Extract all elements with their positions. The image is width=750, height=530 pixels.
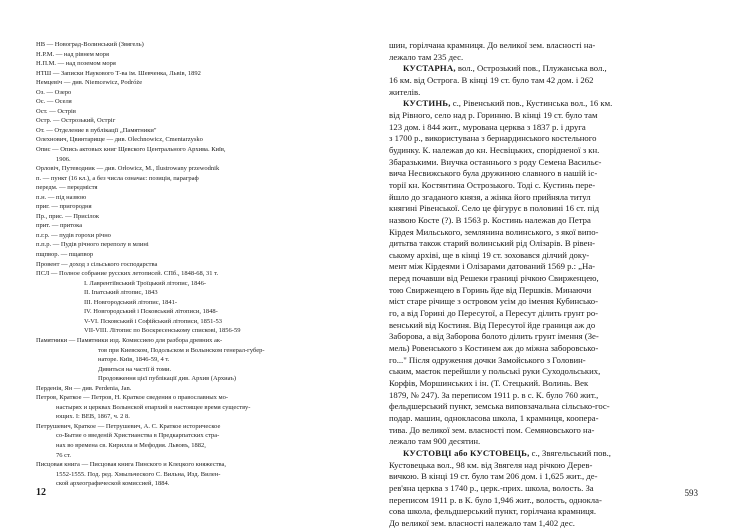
entry-text: 16 км. від Острога. В кінці 19 ст. було там 42 дом. і 262 [389, 74, 594, 85]
entry-text: фельдшерський пункт, земська виповзачальна сільсько-гос- [389, 401, 610, 412]
abbreviation-continuation: ской археографической комиссией, 1884. [56, 480, 170, 488]
entry-text-line [389, 518, 702, 530]
chronicle-volume-item: III. Новгородський літопис, 1841- [84, 298, 178, 306]
abbreviation-term: От. [36, 126, 45, 134]
abbreviation-meaning: — пригородня [51, 203, 92, 211]
abbreviation-meaning: — Оселя [46, 98, 72, 106]
entry-text-line [389, 308, 702, 320]
entry-text: 1879, № 247). За переписом 1911 р. в с. К. було 760 жит., [389, 389, 599, 400]
abbreviation-continuation: со-Бытие о введеній Христианства в Предкарпатских стра- [56, 432, 220, 440]
abbreviation-row [36, 97, 365, 107]
abbreviation-term: передм. [36, 184, 58, 192]
abbreviation-meaning: — див. Niemcewicz, Podróże [63, 79, 143, 87]
abbreviation-row [36, 240, 365, 250]
entry-text: міст старе річище з островом уєім до імення Кубинсько- [389, 296, 598, 307]
abbreviation-meaning: — доход з сільського господарства [61, 260, 158, 268]
gazetteer-entries [389, 40, 702, 530]
abbreviation-continuation: 1552-1555. Под. ред. Хмыльческого С. Вильна, Изд. Вилен- [56, 470, 221, 478]
abbreviation-term: п.н. [36, 193, 47, 201]
abbreviation-meaning: — пудів горохи річно [51, 231, 111, 239]
entry-text: від Рівного, село над р. Горинню. В кінці 19 ст. було там [389, 109, 598, 120]
abbreviation-term: Н.П.М. [36, 60, 57, 68]
entry-text-line [389, 180, 702, 192]
abbreviation-continuation: наторе. Київ, 1846-59, 4 т. [98, 356, 170, 364]
abbreviation-meaning: — див. Olechnowicz, Cmentarzysko [106, 136, 203, 144]
abbreviation-row [36, 193, 365, 203]
abbreviation-row [36, 202, 365, 212]
entry-text-line [389, 145, 702, 157]
abbreviation-meaning: — Острозький, Остріг [53, 117, 116, 125]
entry-text: княгині Рівенської. Село це фігурує в половині 16 ст. під [389, 203, 600, 214]
entry-text-line [389, 320, 702, 332]
entry-text-line [389, 390, 702, 402]
entry-text: дитьтва також старий волинський рід Олізарів. В рівен- [389, 238, 596, 249]
abbreviation-meaning: — Новоград-Волинський (Звягель) [46, 41, 144, 48]
abbreviation-row [36, 116, 365, 126]
entry-text: ському архіві, ще в кінці 19 ст. зоховався ділчий доку- [389, 249, 590, 260]
entry-text: тою Свирженцею в Горинь йде від Першків. Минаючи [389, 284, 592, 295]
abbreviation-meaning: — під назвою [47, 193, 87, 201]
entry-text: з 1700 р., використувана з бернардинського костельного [389, 133, 597, 144]
abbreviation-row [36, 221, 365, 231]
abbreviation-term: п. [36, 174, 42, 182]
entry-text-line [389, 331, 702, 343]
abbreviation-term: Н.Р.М. [36, 50, 55, 58]
abbreviation-term: ПСЛ [36, 270, 50, 278]
entry-text: Збаразькими. Внучка останнього з роду Семена Васильє- [389, 156, 602, 167]
abbreviation-continuation: настырях и церквах Волынской епархий в настоящее время существу- [56, 403, 251, 411]
entry-text: Кірдея Мильського, землянина волинського, з якої випо- [389, 226, 599, 237]
abbreviation-row [36, 126, 365, 136]
abbreviation-row [36, 59, 365, 69]
entry-text: лежало там 235 дес. [389, 51, 464, 62]
entry-text-line [389, 296, 702, 308]
abbreviation-meaning: — див. Perdenia, Jan. [73, 384, 132, 392]
abbreviation-meaning: — Отделение в публікації „Памятники" [46, 126, 157, 134]
abbreviation-term: Памятники [36, 336, 68, 344]
abbreviation-row [36, 212, 365, 222]
entry-text-line [389, 192, 702, 204]
abbreviation-term: Олехнович, Цвинтарище [36, 136, 105, 144]
abbreviation-continuation: Продовження цієї публікації див. Архив (Архиаъ) [98, 375, 237, 383]
abbreviation-row [36, 231, 365, 241]
abbreviation-term: НТШ [36, 69, 52, 77]
abbreviation-term: приг. [36, 203, 50, 211]
entry-text: го..." Після одруження дочки Замойського з Головин- [389, 354, 586, 365]
entry-text: венський від Костиня. Від Пересутої йде границя аж до [389, 319, 596, 330]
entry-text-line [389, 238, 702, 250]
entry-text: сова школа, фельдшерський пункт, горілчана крамниця. [389, 506, 597, 517]
entry-text-line [389, 110, 702, 122]
entry-text-line [389, 250, 702, 262]
abbreviation-continuation: тов при Киевском, Подольском и Волынском генерал-губер- [98, 346, 265, 354]
abbreviation-row [36, 393, 365, 403]
entry-text: вичкою. В кінці 19 ст. було там 206 дом. і 1,625 жит., де- [389, 471, 598, 482]
entry-text-line [389, 355, 702, 367]
entry-text: го, а від Горині до Пересутої, а Пересут ділить грунт ро- [389, 308, 599, 319]
abbreviation-meaning: — Петров, Н. Краткое сведения о православных мо- [83, 394, 229, 402]
abbreviation-meaning: — Присілок [65, 212, 100, 220]
entry-text-line [389, 471, 702, 483]
entry-text: лежало там 900 десятин. [389, 436, 481, 447]
entry-text: переписом 1911 р. в К. було 1,946 жит., волость, одноклa- [389, 494, 602, 505]
abbreviation-row [36, 460, 365, 470]
entry-text-line [389, 495, 702, 507]
abbreviation-row [36, 50, 365, 60]
abbreviation-meaning: — Петрушевич, А. С. Краткое историческое [97, 422, 221, 430]
entry-text: Заборова, а від Заборова болото ділить грунт імення (Зе- [389, 331, 599, 342]
right-page [375, 0, 750, 528]
chronicle-volume-item: I. Лаврентіївський Троїцький літопис, 1846- [84, 279, 206, 287]
abbreviation-row [36, 384, 365, 394]
entry-text: тива. До великої зем. власності пом. Семяновського на- [389, 424, 595, 435]
abbreviation-continuation: ющих. І: ВЕВ, 1867, ч. 2 8. [56, 413, 130, 421]
abbreviation-meaning: — притока [51, 222, 83, 230]
entry-headword: КУСТОВЦІ або КУСТОВЕЦЬ, [403, 447, 530, 458]
entry-text-line [389, 157, 702, 169]
abbreviation-term: Перденія, Ян [36, 384, 73, 392]
entry-text: будинку. К. належав до кн. Несвіцьких, спорідненої з кн. [389, 144, 600, 155]
abbreviation-term: п.п.р. [36, 241, 52, 249]
abbreviation-term: Ост. [36, 107, 48, 115]
entry-text: с., Звягельський пов., [529, 447, 611, 458]
abbreviation-meaning: — Записки Наукового Т-ва ім. Шевченка, Львів, 1892 [52, 69, 201, 77]
abbreviation-term: пщпвор. [36, 251, 60, 259]
abbreviation-term: Немцевіч [36, 79, 63, 87]
entry-text-line [389, 448, 702, 460]
abbreviation-meaning: — пункт (16 кл.), а без числа означає: позиція, параграф [42, 174, 199, 182]
entry-text-line [389, 63, 702, 75]
abbreviation-term: Оз. [36, 88, 45, 96]
abbreviation-meaning: — передмістя [59, 184, 98, 192]
entry-headword: КУСТИНЬ, [403, 98, 451, 109]
abbreviation-term: Остр. [36, 117, 52, 125]
entry-text: мент між Кірдеями і Олізарами датований 1569 р.: „На- [389, 261, 596, 272]
entry-text: вол., Острозький пов., Плужанська вол., [455, 63, 607, 74]
entry-text: подар. машин, однокласова школа, 1 крамниця, коопера- [389, 413, 599, 423]
gazetteer-entry [389, 40, 702, 63]
abbreviation-row [36, 69, 365, 79]
chronicle-volume-item: II. Іпатський літопис, 1843 [84, 289, 158, 297]
entry-text-line [389, 401, 702, 413]
abbreviation-meaning: — Острів [49, 107, 76, 115]
entry-text: йшло до згаданого князя, а жінка його прийняла титул [389, 191, 591, 202]
entry-text: рев'яна церква з 1740 р., церк.-прих. школа, волость. За [389, 482, 594, 493]
entry-text-line [389, 366, 702, 378]
entry-text: торії кн. Костянтина Острозького. Тоді с. Кустинь пере- [389, 179, 596, 190]
entry-text: До великої зем. власності належало там 1,402 дес. [389, 517, 575, 528]
abbreviation-term: Орловіч, Путеводник [36, 165, 95, 173]
entry-text: вича Несвижського була дружиною славного в нашій іс- [389, 168, 598, 179]
abbreviation-term: п.г.р. [36, 231, 50, 239]
abbreviation-continuation: Дивиться на частії й томи. [98, 365, 172, 373]
abbreviation-continuation: нах во времена св. Кирилла и Мефодия. Львовъ, 1882, [56, 441, 206, 449]
entry-text-line [389, 40, 702, 52]
abbreviation-term: Провент [36, 260, 60, 268]
abbreviation-continuation: 1906. [56, 155, 71, 163]
abbreviation-term: Петров, Краткое [36, 394, 82, 402]
entry-text-line [389, 425, 702, 437]
abbreviation-meaning: — Памятники изд. Комиссиею для разбора древних ак- [68, 336, 223, 344]
abbreviation-meaning: — Писцовая книга Пинского и Клецкого княжества, [81, 461, 227, 469]
entry-text-line [389, 133, 702, 145]
abbreviation-term: Писцовая книга [36, 461, 80, 469]
entry-text-line [389, 168, 702, 180]
entry-text-line [389, 285, 702, 297]
abbreviation-row [36, 164, 365, 174]
abbreviation-row [36, 250, 365, 260]
abbreviation-continuation: 76 ст. [56, 451, 71, 459]
entry-text: с., Рівенський пов., Кустинська вол., 16 км. [450, 98, 613, 109]
entry-text-line [389, 87, 702, 99]
abbreviation-term: прит. [36, 222, 51, 230]
entry-text-line [389, 52, 702, 64]
abbreviation-meaning: — пщапвор [60, 251, 94, 259]
entry-text-line [389, 227, 702, 239]
abbreviation-row [36, 107, 365, 117]
abbreviation-meaning: — над поземом моря [57, 60, 116, 68]
chronicle-volume-item: IV. Новгородський і Псковський літописи, 1848- [84, 308, 218, 316]
entry-text: назвою Косте (?). В 1563 р. Костинь належав до Петра [389, 214, 591, 225]
abbreviation-meaning: — Полное собрание русских летописей. СПб., 1848-68, 31 т. [50, 270, 219, 278]
abbreviation-row [36, 40, 365, 50]
entry-text: Кустовецька вол., 98 км. від Звягеля над річкою Дерев- [389, 459, 593, 470]
abbreviation-row [36, 183, 365, 193]
entry-text-line [389, 75, 702, 87]
entry-text-line [389, 436, 702, 448]
entry-text: Корфів, Моршинських і ін. (Т. Стецький. Волинь. Век [389, 378, 589, 389]
abbreviation-term: Петрушевич, Краткое [36, 422, 97, 430]
entry-text-line [389, 122, 702, 134]
chronicle-volume-item: V-VI. Псковський і Софійський літописи, 1851-53 [84, 317, 223, 325]
abbreviation-meaning: — Опись актовых книг Щевского Центрального Архива. Київ, [52, 146, 226, 154]
page-number-left: 12 [36, 487, 46, 498]
abbreviation-term: Ос. [36, 98, 46, 106]
abbreviation-term: Пр., прис. [36, 212, 64, 220]
page-number-right: 593 [684, 488, 698, 498]
abbreviation-row [36, 135, 365, 145]
entry-text-line [389, 460, 702, 472]
entry-text: шин, горілчана крамниця. До великої зем. власності на- [389, 40, 596, 50]
chronicle-volume-item: VII-VIII. Літопис по Воскресенському спискові, 1856-59 [84, 327, 241, 335]
entry-text-line [389, 215, 702, 227]
gazetteer-entry [389, 98, 702, 448]
abbreviation-row [36, 88, 365, 98]
left-page [0, 0, 375, 520]
entry-text-line [389, 203, 702, 215]
entry-text-line [389, 413, 702, 425]
entry-text-line [389, 98, 702, 110]
entry-text-line [389, 343, 702, 355]
abbreviation-meaning: — Пудів річного переполу в млині [52, 241, 149, 249]
abbreviation-row [36, 78, 365, 88]
abbreviation-meaning: — над рівнем моря [55, 50, 110, 58]
abbreviation-row [36, 336, 365, 346]
entry-text-line [389, 506, 702, 518]
entry-text-line [389, 483, 702, 495]
entry-text: жителів. [389, 86, 421, 97]
abbreviation-list [36, 40, 365, 489]
gazetteer-entry [389, 448, 702, 530]
abbreviation-row [36, 174, 365, 184]
entry-text-line [389, 261, 702, 273]
entry-text: мель) Ровенського з Костинем аж до міжна заборовсько- [389, 343, 599, 354]
entry-text: ським, маєток перейшли у польські руки Суходольських, [389, 366, 601, 377]
abbreviation-term: Опис [36, 146, 51, 154]
gazetteer-entry [389, 63, 702, 98]
abbreviation-meaning: — див. Orłowicz, M., Ilustrowany przewodnik [96, 165, 220, 173]
entry-text-line [389, 378, 702, 390]
abbreviation-term: НВ [36, 41, 46, 48]
entry-text: 123 дом. і 844 жит., мурована церква з 1837 р. і друга [389, 121, 586, 132]
abbreviation-row [36, 422, 365, 432]
abbreviation-row [36, 145, 365, 155]
abbreviation-meaning: — Озеро [46, 88, 72, 96]
entry-text: перед почавши від Решеки границі річкою Свирженцею, [389, 273, 599, 284]
entry-text-line [389, 273, 702, 285]
entry-headword: КУСТАРНА, [403, 63, 456, 74]
abbreviation-row [36, 269, 365, 279]
abbreviation-row [36, 260, 365, 270]
